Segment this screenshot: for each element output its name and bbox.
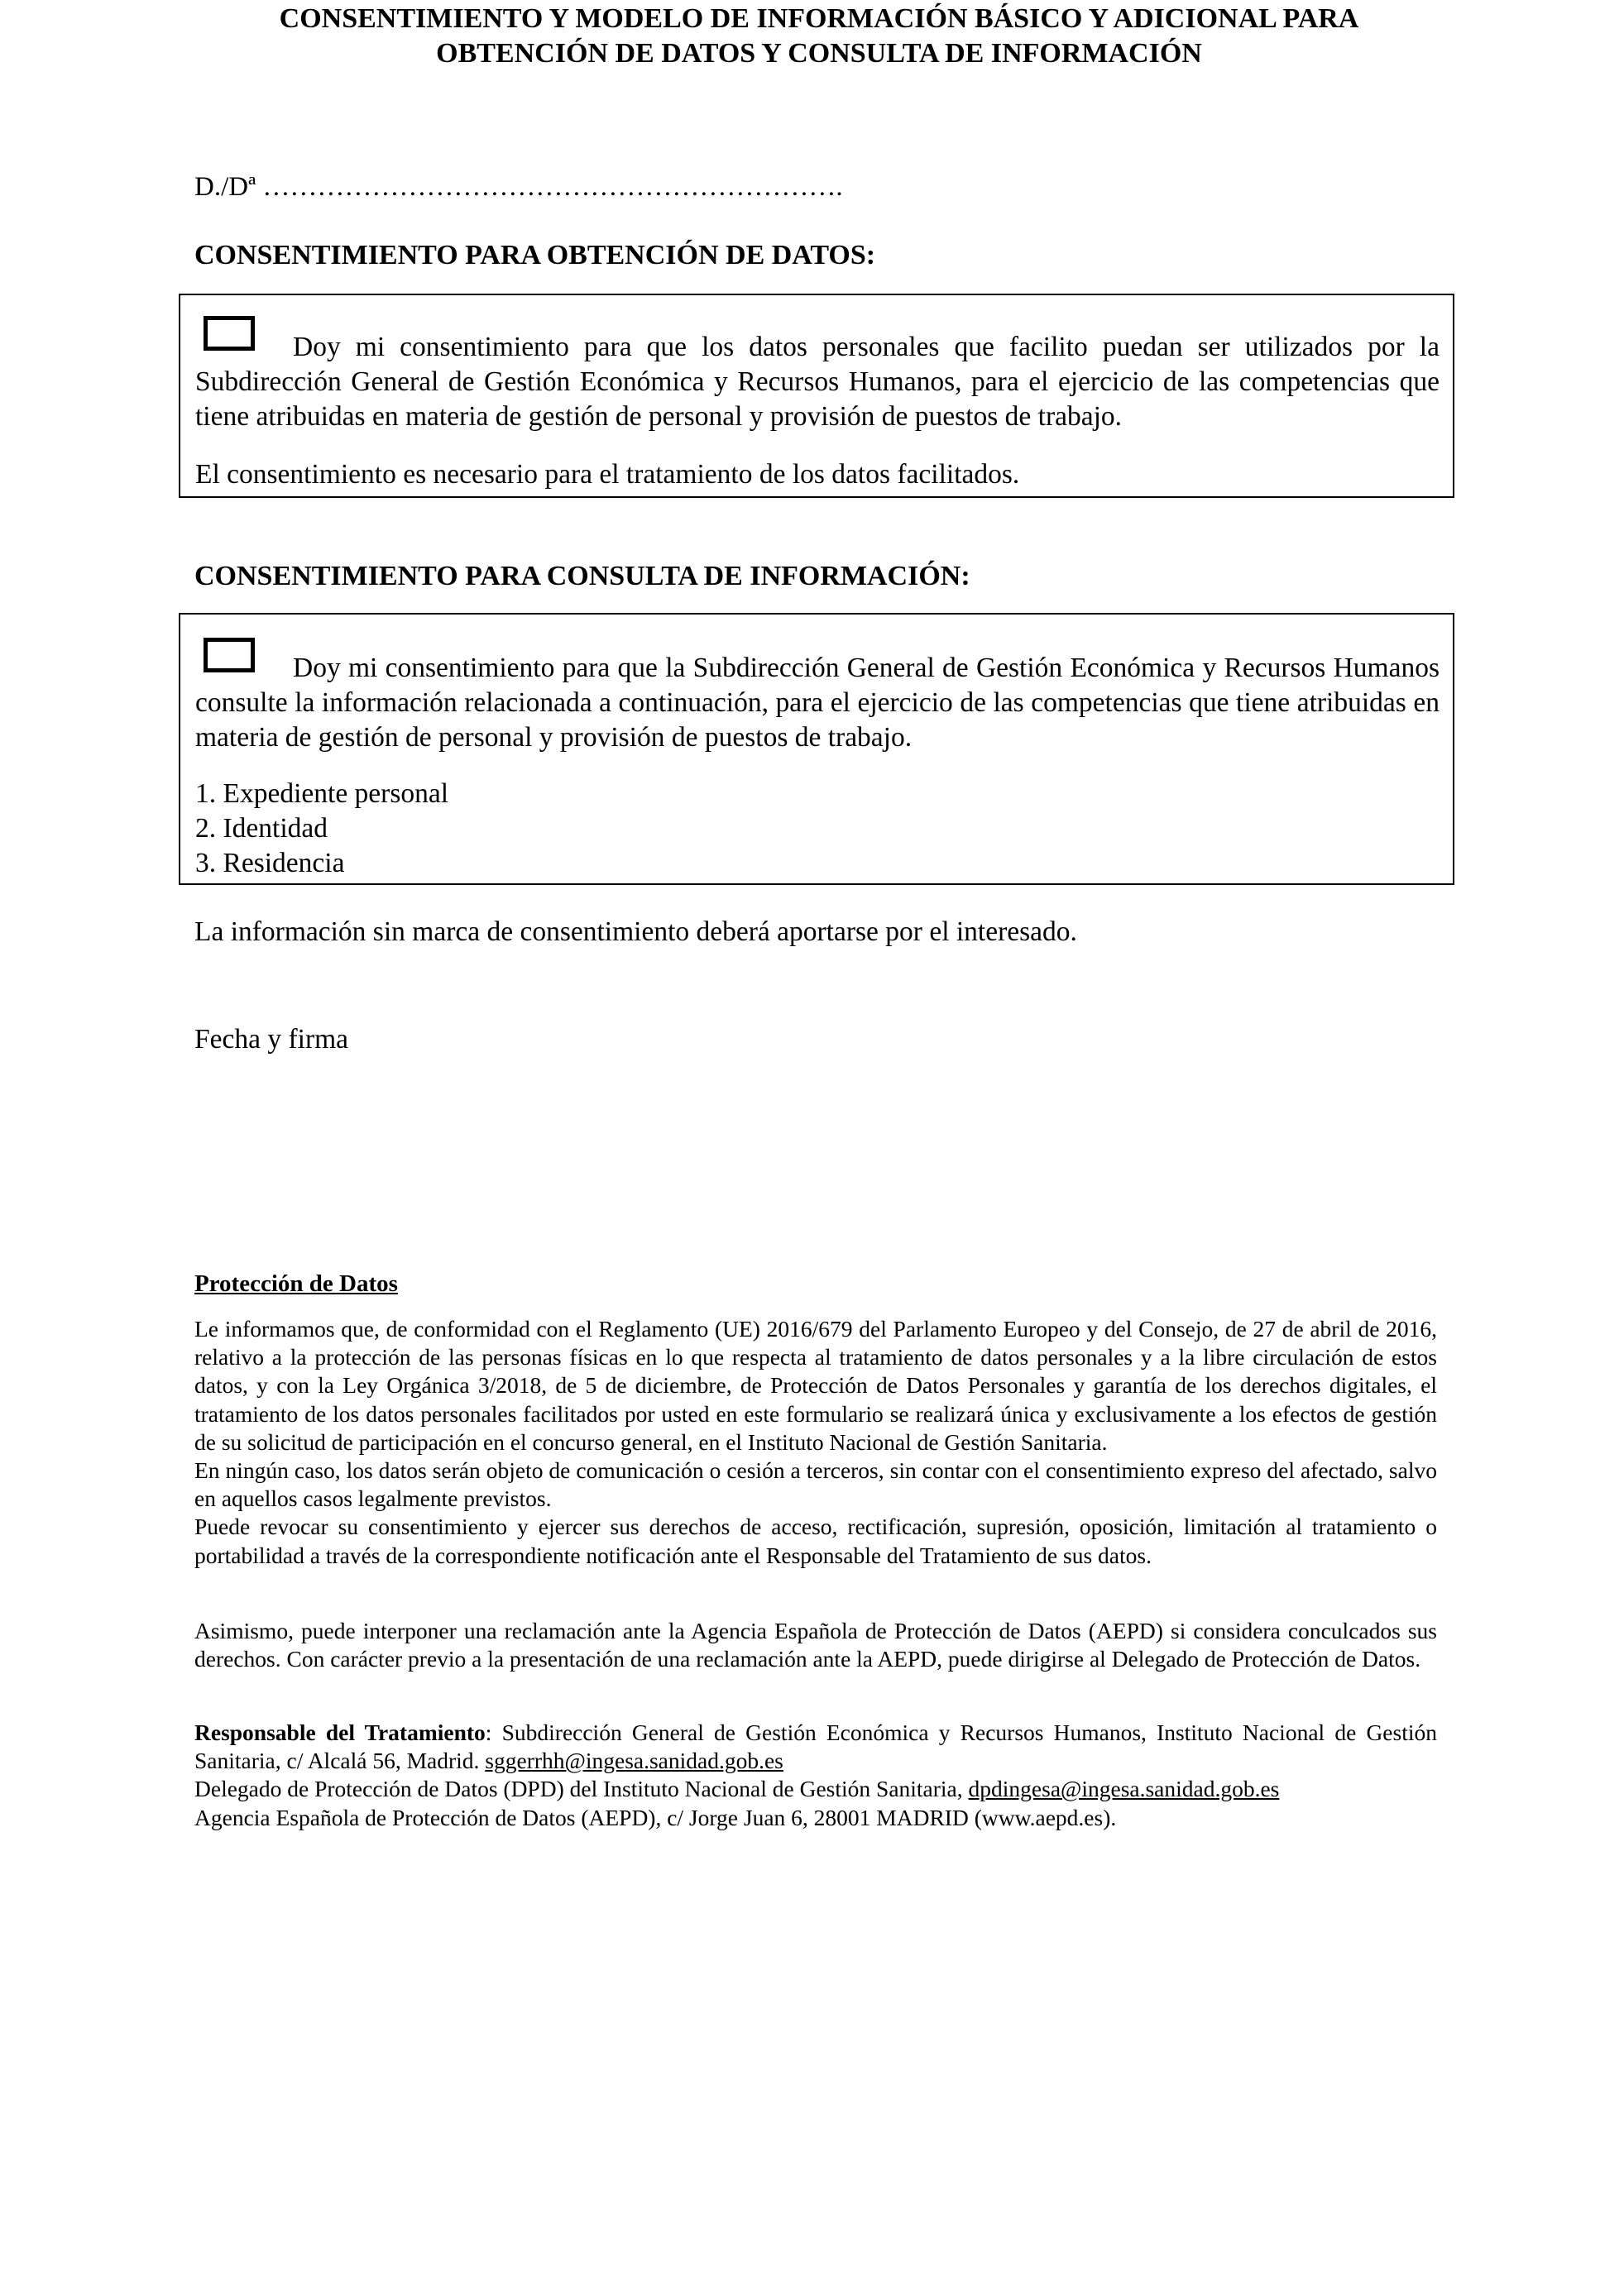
section1-note: El consentimiento es necesario para el tratamiento de los datos facilitados. (195, 459, 1020, 490)
section1-box (179, 294, 1454, 498)
signature-label: Fecha y firma (194, 1024, 349, 1055)
section1-text (195, 330, 1440, 434)
data-protection-complaint (194, 1617, 1437, 1673)
responsable-paragraph (194, 1719, 1437, 1775)
responsable-text: : Subdirección General de Gestión Económica y Recursos Humanos, Instituto Nacional de Gestión Sanitaria, c/ Alcalá 56, Madrid. (194, 1720, 1437, 1774)
dp-paragraph-4: Asimismo, puede interponer una reclamación ante la Agencia Española de Protección de Datos (AEPD) si considera conculcados sus derechos. Con carácter previo a la presentación de una reclamación ante la AEPD, puede dirigirse al Delegado de Protección de Datos. (194, 1618, 1437, 1672)
section2-text-content: Doy mi consentimiento para que la Subdirección General de Gestión Económica y Recursos Humanos consulte la información relacionada a continuación, para el ejercicio de las competencias que tiene atribuidas en materia de gestión de personal y provisión de puestos de trabajo. (195, 653, 1440, 753)
responsable-label: Responsable del Tratamiento (194, 1720, 486, 1745)
section2-box (179, 613, 1454, 885)
dp-paragraph-1: Le informamos que, de conformidad con el Reglamento (UE) 2016/679 del Parlamento Europeo y del Consejo, de 27 de abril de 2016, relativo a la protección de las personas físicas en lo que respecta al tratamiento de datos personales y a la libre circulación de estos datos, y con la Ley Orgánica 3/2018, de 5 de diciembre, de Protección de Datos Personales y garantía de los derechos digitales, el tratamiento de los datos personales facilitados por usted en este formulario se realizará única y exclusivamente a los efectos de gestión de su solicitud de participación en el concurso general, en el Instituto Nacional de Gestión Sanitaria. (194, 1316, 1437, 1455)
info-items-list (195, 777, 448, 881)
title-line-2: OBTENCIÓN DE DATOS Y CONSULTA DE INFORMACIÓN (436, 38, 1202, 69)
info-note: La información sin marca de consentimiento deberá aportarse por el interesado. (194, 916, 1077, 947)
dpd-email-link[interactable]: dpdingesa@ingesa.sanidad.gob.es (968, 1776, 1280, 1802)
list-item: 3. Residencia (195, 848, 345, 878)
dp-paragraph-2: En ningún caso, los datos serán objeto de comunicación o cesión a terceros, sin contar con el consentimiento expreso del afectado, salvo en aquellos casos legalmente previstos. (194, 1457, 1437, 1512)
document-title (149, 2, 1489, 71)
data-protection-paragraphs (194, 1315, 1437, 1570)
dpd-paragraph (194, 1775, 1437, 1803)
dp-paragraph-3: Puede revocar su consentimiento y ejercer sus derechos de acceso, rectificación, supresión, oposición, limitación al tratamiento o portabilidad a través de la correspondiente notificación ante el Responsable del Tratamiento de sus datos. (194, 1514, 1437, 1568)
section2-text (195, 651, 1440, 755)
section2-heading: CONSENTIMIENTO PARA CONSULTA DE INFORMACIÓN: (194, 561, 970, 591)
title-line-1: CONSENTIMIENTO Y MODELO DE INFORMACIÓN BÁSICO Y ADICIONAL PARA (279, 3, 1359, 34)
dpd-text: Delegado de Protección de Datos (DPD) del Instituto Nacional de Gestión Sanitaria, (194, 1776, 969, 1802)
responsable-email-link[interactable]: sggerrhh@ingesa.sanidad.gob.es (485, 1748, 783, 1774)
data-protection-contacts (194, 1719, 1437, 1832)
data-protection-heading: Protección de Datos (194, 1270, 398, 1297)
list-item: 2. Identidad (195, 813, 328, 844)
aepd-paragraph: Agencia Española de Protección de Datos (AEPD), c/ Jorge Juan 6, 28001 MADRID (www.aepd.es). (194, 1804, 1117, 1830)
list-item: 1. Expediente personal (195, 778, 449, 809)
section1-heading: CONSENTIMIENTO PARA OBTENCIÓN DE DATOS: (194, 240, 876, 270)
section1-text-content: Doy mi consentimiento para que los datos personales que facilito puedan ser utilizados por la Subdirección General de Gestión Económica y Recursos Humanos, para el ejercicio de las competencias que tiene atribuidas en materia de gestión de personal y provisión de puestos de trabajo. (195, 332, 1440, 432)
applicant-name-line[interactable]: D./Dª ………………………………………………………. (194, 172, 843, 202)
